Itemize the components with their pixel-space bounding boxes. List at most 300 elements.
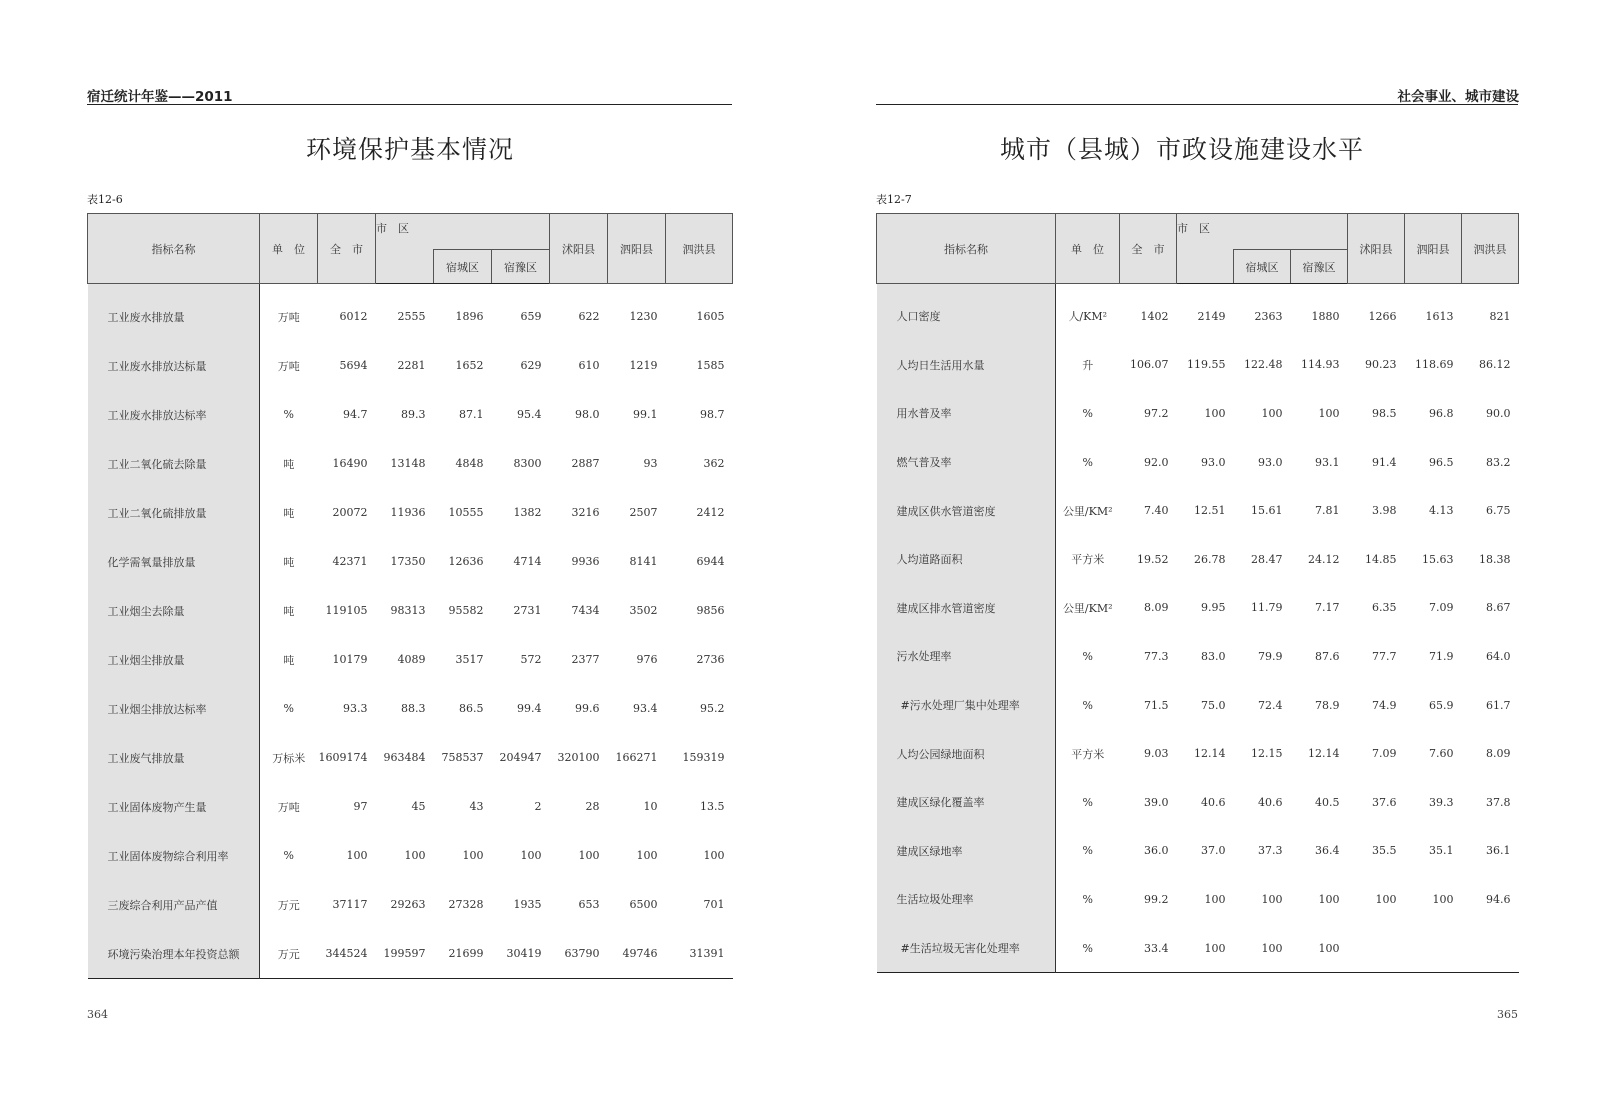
row-value-cell: 94.6	[1486, 892, 1511, 906]
row-value-cell: 2555	[397, 310, 426, 323]
row-value-cell: 100	[1261, 892, 1283, 906]
header-city-blank	[1177, 250, 1234, 284]
row-value-cell: 15.61	[1251, 504, 1283, 518]
row-indicator-name: 燃气普及率	[877, 438, 1056, 487]
row-unit: %	[1082, 455, 1093, 469]
row-value-cell: 96.5	[1429, 455, 1454, 469]
row-value-cell: 100	[636, 849, 658, 862]
row-value-cell: 976	[636, 653, 658, 666]
row-indicator-name: 工业烟尘排放达标率	[88, 684, 260, 733]
row-indicator-name: 工业二氧化硫排放量	[88, 488, 260, 537]
table-row	[877, 924, 1519, 973]
row-value-cell: 97.2	[1144, 406, 1169, 420]
row-value-cell: 77.3	[1144, 649, 1169, 663]
row-value-cell: 93	[643, 457, 658, 470]
row-value-cell: 77.7	[1372, 649, 1397, 663]
row-indicator-name: 工业烟尘去除量	[88, 586, 260, 635]
header-shuyang: 沭阳县	[1348, 214, 1405, 284]
row-value-cell: 39.0	[1144, 795, 1169, 809]
row-value-cell: 100	[1318, 941, 1340, 955]
row-indicator-name: #污水处理厂集中处理率	[877, 681, 1056, 730]
row-indicator-name: 工业废水排放达标量	[88, 341, 260, 390]
row-value-cell: 9.03	[1144, 747, 1169, 761]
table-row	[877, 486, 1519, 535]
row-value-cell: 98.7	[700, 408, 725, 421]
row-value-cell: 37.8	[1486, 795, 1511, 809]
row-value-cell: 8.67	[1486, 601, 1511, 615]
row-indicator-name: 环境污染治理本年投资总额	[88, 929, 260, 979]
header-sihong: 泗洪县	[1462, 214, 1519, 284]
table-row	[877, 389, 1519, 438]
row-unit: 人/KM²	[1068, 310, 1108, 324]
row-value-cell: 821	[1489, 309, 1511, 323]
row-unit: 万吨	[277, 800, 300, 814]
table-row	[88, 586, 733, 635]
header-suyu: 宿豫区	[492, 250, 550, 284]
row-value-cell: 119105	[325, 604, 368, 617]
row-value-cell: 7.09	[1372, 747, 1397, 761]
row-value-cell: 63790	[564, 947, 600, 960]
row-value-cell: 701	[703, 898, 725, 911]
header-total: 全 市	[318, 214, 376, 284]
row-unit: %	[1082, 844, 1093, 858]
row-indicator-name: 工业固体废物综合利用率	[88, 831, 260, 880]
row-value-cell: 31391	[689, 947, 725, 960]
header-city: 市 区	[1177, 214, 1348, 250]
row-indicator-name: 工业二氧化硫去除量	[88, 439, 260, 488]
row-value-cell: 17350	[390, 555, 426, 568]
row-value-cell: 37117	[332, 898, 368, 911]
row-value-cell: 79.9	[1258, 649, 1283, 663]
row-value-cell: 1652	[455, 359, 484, 372]
row-value-cell: 7.09	[1429, 601, 1454, 615]
left-page	[0, 0, 790, 1099]
row-value-cell: 89.3	[401, 408, 426, 421]
row-indicator-name: 人口密度	[877, 284, 1056, 341]
page-number-left: 364	[87, 1008, 108, 1021]
page-title-left: 环境保护基本情况	[306, 135, 515, 164]
row-value-cell: 100	[462, 849, 484, 862]
row-indicator-name: 建成区供水管道密度	[877, 486, 1056, 535]
row-unit: 万元	[277, 947, 300, 961]
running-head-left: 宿迁统计年鉴——2011	[87, 89, 233, 105]
row-indicator-name: 工业废气排放量	[88, 733, 260, 782]
row-value-cell: 2149	[1197, 309, 1226, 323]
row-value-cell: 8300	[513, 457, 542, 470]
row-value-cell: 159319	[682, 751, 725, 764]
row-unit: %	[283, 702, 294, 715]
row-value-cell: 6500	[629, 898, 658, 911]
row-value-cell: 7.40	[1144, 504, 1169, 518]
row-value-cell: 64.0	[1486, 649, 1511, 663]
row-value-cell: 114.93	[1301, 358, 1340, 372]
row-value-cell: 100	[1261, 406, 1283, 420]
row-value-cell: 40.6	[1258, 795, 1283, 809]
row-value-cell: 1266	[1368, 309, 1397, 323]
row-value-cell: 86.5	[459, 702, 484, 715]
table-row	[877, 729, 1519, 778]
page-number-right: 365	[1497, 1008, 1518, 1021]
row-value-cell: 10555	[448, 506, 484, 519]
row-value-cell: 99.2	[1144, 892, 1169, 906]
row-value-cell: 99.4	[517, 702, 542, 715]
row-value-cell: 2363	[1254, 309, 1283, 323]
row-value-cell: 43	[469, 800, 484, 813]
table-row	[88, 284, 733, 342]
header-sucheng: 宿城区	[434, 250, 492, 284]
row-unit: 平方米	[1071, 747, 1105, 761]
row-value-cell: 40.5	[1315, 795, 1340, 809]
row-value-cell: 1880	[1311, 309, 1340, 323]
row-unit: 万元	[277, 898, 300, 912]
row-value-cell	[1348, 924, 1405, 973]
row-value-cell: 92.0	[1144, 455, 1169, 469]
row-value-cell: 963484	[383, 751, 426, 764]
row-value-cell: 33.4	[1144, 941, 1169, 955]
row-value-cell: 100	[520, 849, 542, 862]
row-value-cell: 1585	[696, 359, 725, 372]
row-value-cell: 6.75	[1486, 504, 1511, 518]
row-value-cell: 95.2	[700, 702, 725, 715]
row-value-cell: 19.52	[1137, 552, 1169, 566]
row-value-cell: 572	[520, 653, 542, 666]
row-value-cell: 45	[411, 800, 426, 813]
row-value-cell: 13.5	[700, 800, 725, 813]
row-value-cell: 36.4	[1315, 844, 1340, 858]
row-unit: 万吨	[277, 310, 300, 324]
row-value-cell: 97	[353, 800, 368, 813]
table-row	[88, 488, 733, 537]
row-value-cell: 2887	[571, 457, 600, 470]
row-indicator-name: #生活垃圾无害化处理率	[877, 924, 1056, 973]
row-value-cell: 1219	[629, 359, 658, 372]
row-value-cell: 99.1	[633, 408, 658, 421]
row-value-cell: 2731	[513, 604, 542, 617]
header-siyang: 泗阳县	[1405, 214, 1462, 284]
row-unit: 万标米	[272, 751, 306, 765]
row-value-cell: 100	[346, 849, 368, 862]
header-rule-left	[87, 104, 732, 105]
header-indicator: 指标名称	[88, 214, 260, 284]
row-value-cell: 26.78	[1194, 552, 1226, 566]
row-value-cell: 362	[703, 457, 725, 470]
row-unit: %	[1082, 795, 1093, 809]
row-value-cell: 11.79	[1251, 601, 1283, 615]
row-value-cell: 83.0	[1201, 649, 1226, 663]
table-row	[88, 929, 733, 979]
row-value-cell: 320100	[557, 751, 600, 764]
table-row	[88, 537, 733, 586]
row-value-cell: 14.85	[1365, 552, 1397, 566]
environment-table	[87, 213, 733, 979]
row-value-cell: 12636	[448, 555, 484, 568]
row-value-cell: 9936	[571, 555, 600, 568]
row-value-cell: 30419	[506, 947, 542, 960]
row-value-cell	[1462, 924, 1519, 973]
row-value-cell: 95.4	[517, 408, 542, 421]
row-value-cell: 119.55	[1187, 358, 1226, 372]
row-value-cell: 166271	[615, 751, 658, 764]
row-value-cell: 8.09	[1144, 601, 1169, 615]
row-value-cell: 40.6	[1201, 795, 1226, 809]
header-sihong: 泗洪县	[666, 214, 733, 284]
row-value-cell: 7434	[571, 604, 600, 617]
table-row	[88, 684, 733, 733]
row-value-cell: 71.9	[1429, 649, 1454, 663]
row-value-cell: 93.0	[1258, 455, 1283, 469]
table-row	[88, 831, 733, 880]
row-value-cell: 6944	[696, 555, 725, 568]
row-value-cell: 74.9	[1372, 698, 1397, 712]
row-value-cell: 4714	[513, 555, 542, 568]
row-unit: 万吨	[277, 359, 300, 373]
table-row	[877, 438, 1519, 487]
row-value-cell: 9856	[696, 604, 725, 617]
header-city: 市 区	[376, 214, 550, 250]
row-unit: 升	[1082, 358, 1094, 372]
table-row	[877, 284, 1519, 341]
row-value-cell: 72.4	[1258, 698, 1283, 712]
row-indicator-name: 建成区绿化覆盖率	[877, 778, 1056, 827]
row-value-cell: 24.12	[1308, 552, 1340, 566]
row-value-cell: 2412	[696, 506, 725, 519]
row-value-cell: 13148	[390, 457, 426, 470]
row-value-cell: 1402	[1140, 309, 1169, 323]
row-value-cell: 100	[1204, 406, 1226, 420]
row-value-cell: 10179	[332, 653, 368, 666]
table-number-left: 表12-6	[87, 193, 123, 206]
row-value-cell: 344524	[325, 947, 368, 960]
row-value-cell: 100	[1204, 941, 1226, 955]
row-value-cell: 629	[520, 359, 542, 372]
row-unit: 平方米	[1071, 553, 1105, 567]
row-unit: %	[1082, 406, 1093, 420]
table-row	[88, 782, 733, 831]
row-value-cell: 3216	[571, 506, 600, 519]
row-unit: %	[1082, 698, 1093, 712]
row-indicator-name: 用水普及率	[877, 389, 1056, 438]
table-body-left	[88, 284, 733, 979]
row-value-cell: 8.09	[1486, 747, 1511, 761]
row-indicator-name: 工业烟尘排放量	[88, 635, 260, 684]
row-value-cell: 6.35	[1372, 601, 1397, 615]
row-value-cell: 93.3	[343, 702, 368, 715]
row-value-cell: 94.7	[343, 408, 368, 421]
row-value-cell: 199597	[383, 947, 426, 960]
row-value-cell: 86.12	[1479, 358, 1511, 372]
row-indicator-name: 人均公园绿地面积	[877, 729, 1056, 778]
row-value-cell: 98.5	[1372, 406, 1397, 420]
row-value-cell: 118.69	[1415, 358, 1454, 372]
row-value-cell: 100	[578, 849, 600, 862]
row-value-cell: 659	[520, 310, 542, 323]
row-value-cell: 75.0	[1201, 698, 1226, 712]
header-unit: 单 位	[1056, 214, 1120, 284]
header-siyang: 泗阳县	[608, 214, 666, 284]
row-unit: 公里/KM²	[1062, 601, 1113, 615]
row-value-cell: 1382	[513, 506, 542, 519]
table-number-right: 表12-7	[876, 193, 912, 206]
header-shuyang: 沭阳县	[550, 214, 608, 284]
table-row	[877, 827, 1519, 876]
row-value-cell: 12.51	[1194, 504, 1226, 518]
row-value-cell: 90.23	[1365, 358, 1397, 372]
table-row	[877, 632, 1519, 681]
running-head-right: 社会事业、城市建设	[1397, 89, 1519, 105]
header-unit: 单 位	[260, 214, 318, 284]
row-value-cell: 90.0	[1486, 406, 1511, 420]
row-value-cell: 610	[578, 359, 600, 372]
row-unit: 吨	[283, 457, 295, 471]
row-indicator-name: 建成区排水管道密度	[877, 584, 1056, 633]
row-value-cell: 1609174	[318, 751, 368, 764]
row-value-cell: 100	[1432, 892, 1454, 906]
page-title-right: 城市（县城）市政设施建设水平	[1000, 135, 1365, 164]
row-value-cell: 3517	[455, 653, 484, 666]
header-total: 全 市	[1120, 214, 1177, 284]
row-value-cell: 28	[585, 800, 600, 813]
row-value-cell: 98313	[390, 604, 426, 617]
row-value-cell: 21699	[448, 947, 484, 960]
row-value-cell: 29263	[390, 898, 426, 911]
header-indicator: 指标名称	[877, 214, 1056, 284]
row-value-cell: 5694	[339, 359, 368, 372]
row-value-cell: 1605	[696, 310, 725, 323]
row-value-cell: 2507	[629, 506, 658, 519]
row-value-cell: 100	[703, 849, 725, 862]
row-unit: 吨	[283, 506, 295, 520]
row-value-cell: 10	[643, 800, 658, 813]
row-unit: %	[283, 408, 294, 421]
row-value-cell: 35.5	[1372, 844, 1397, 858]
right-page	[790, 0, 1609, 1099]
table-row	[877, 535, 1519, 584]
row-indicator-name: 三废综合利用产品产值	[88, 880, 260, 929]
row-value-cell: 1613	[1425, 309, 1454, 323]
row-unit: %	[1082, 649, 1093, 663]
row-value-cell: 93.0	[1201, 455, 1226, 469]
row-indicator-name: 污水处理率	[877, 632, 1056, 681]
row-value-cell: 2281	[397, 359, 426, 372]
row-value-cell: 87.6	[1315, 649, 1340, 663]
row-value-cell: 100	[1318, 406, 1340, 420]
row-value-cell: 204947	[499, 751, 542, 764]
row-value-cell: 28.47	[1251, 552, 1283, 566]
table-row	[88, 635, 733, 684]
row-value-cell: 36.0	[1144, 844, 1169, 858]
row-value-cell: 100	[1261, 941, 1283, 955]
row-value-cell: 87.1	[459, 408, 484, 421]
row-value-cell: 91.4	[1372, 455, 1397, 469]
header-suyu: 宿豫区	[1291, 250, 1348, 284]
row-value-cell: 100	[404, 849, 426, 862]
row-indicator-name: 生活垃圾处理率	[877, 875, 1056, 924]
row-value-cell: 27328	[448, 898, 484, 911]
table-body-right	[877, 284, 1519, 973]
row-value-cell: 49746	[622, 947, 658, 960]
row-value-cell: 3502	[629, 604, 658, 617]
row-value-cell: 1230	[629, 310, 658, 323]
row-value-cell: 20072	[332, 506, 368, 519]
table-row	[88, 439, 733, 488]
row-value-cell: 15.63	[1422, 552, 1454, 566]
table-row	[877, 584, 1519, 633]
table-row	[877, 875, 1519, 924]
row-value-cell: 93.4	[633, 702, 658, 715]
table-row	[877, 778, 1519, 827]
row-value-cell: 100	[1204, 892, 1226, 906]
row-value-cell: 39.3	[1429, 795, 1454, 809]
row-value-cell: 1896	[455, 310, 484, 323]
table-row	[88, 390, 733, 439]
table-row	[88, 733, 733, 782]
row-value-cell: 2377	[571, 653, 600, 666]
row-unit: %	[1082, 892, 1093, 906]
header-sucheng: 宿城区	[1234, 250, 1291, 284]
row-value-cell: 6012	[339, 310, 368, 323]
row-unit: 吨	[283, 604, 295, 618]
row-value-cell: 4089	[397, 653, 426, 666]
row-unit: 吨	[283, 653, 295, 667]
row-indicator-name: 工业固体废物产生量	[88, 782, 260, 831]
row-value-cell: 65.9	[1429, 698, 1454, 712]
row-value-cell: 3.98	[1372, 504, 1397, 518]
row-value-cell: 78.9	[1315, 698, 1340, 712]
table-row	[88, 880, 733, 929]
row-unit: %	[283, 849, 294, 862]
row-value-cell: 93.1	[1315, 455, 1340, 469]
row-value-cell: 100	[1318, 892, 1340, 906]
header-rule-right	[876, 104, 1518, 105]
row-indicator-name: 工业废水排放达标率	[88, 390, 260, 439]
row-value-cell: 758537	[441, 751, 484, 764]
row-value-cell: 106.07	[1130, 358, 1169, 372]
row-value-cell: 99.6	[575, 702, 600, 715]
row-value-cell: 12.15	[1251, 747, 1283, 761]
row-value-cell: 9.95	[1201, 601, 1226, 615]
row-value-cell: 12.14	[1308, 747, 1340, 761]
row-indicator-name: 化学需氧量排放量	[88, 537, 260, 586]
table-row	[877, 341, 1519, 390]
row-value-cell: 2736	[696, 653, 725, 666]
row-value-cell: 83.2	[1486, 455, 1511, 469]
row-value-cell: 8141	[629, 555, 658, 568]
row-value-cell: 7.17	[1315, 601, 1340, 615]
row-unit: 吨	[283, 555, 295, 569]
row-value-cell: 37.6	[1372, 795, 1397, 809]
row-value-cell: 61.7	[1486, 698, 1511, 712]
row-value-cell: 11936	[390, 506, 426, 519]
row-unit: %	[1082, 941, 1093, 955]
row-value-cell: 7.60	[1429, 747, 1454, 761]
table-row	[88, 341, 733, 390]
row-value-cell: 16490	[332, 457, 368, 470]
row-value-cell: 71.5	[1144, 698, 1169, 712]
row-value-cell: 36.1	[1486, 844, 1511, 858]
row-value-cell: 122.48	[1244, 358, 1283, 372]
row-value-cell: 4848	[455, 457, 484, 470]
row-value-cell: 2	[534, 800, 542, 813]
row-value-cell: 98.0	[575, 408, 600, 421]
row-indicator-name: 人均日生活用水量	[877, 341, 1056, 390]
row-value-cell: 622	[578, 310, 600, 323]
row-value-cell: 4.13	[1429, 504, 1454, 518]
row-value-cell: 100	[1375, 892, 1397, 906]
row-value-cell: 96.8	[1429, 406, 1454, 420]
row-value-cell: 37.3	[1258, 844, 1283, 858]
row-value-cell: 88.3	[401, 702, 426, 715]
row-indicator-name: 人均道路面积	[877, 535, 1056, 584]
